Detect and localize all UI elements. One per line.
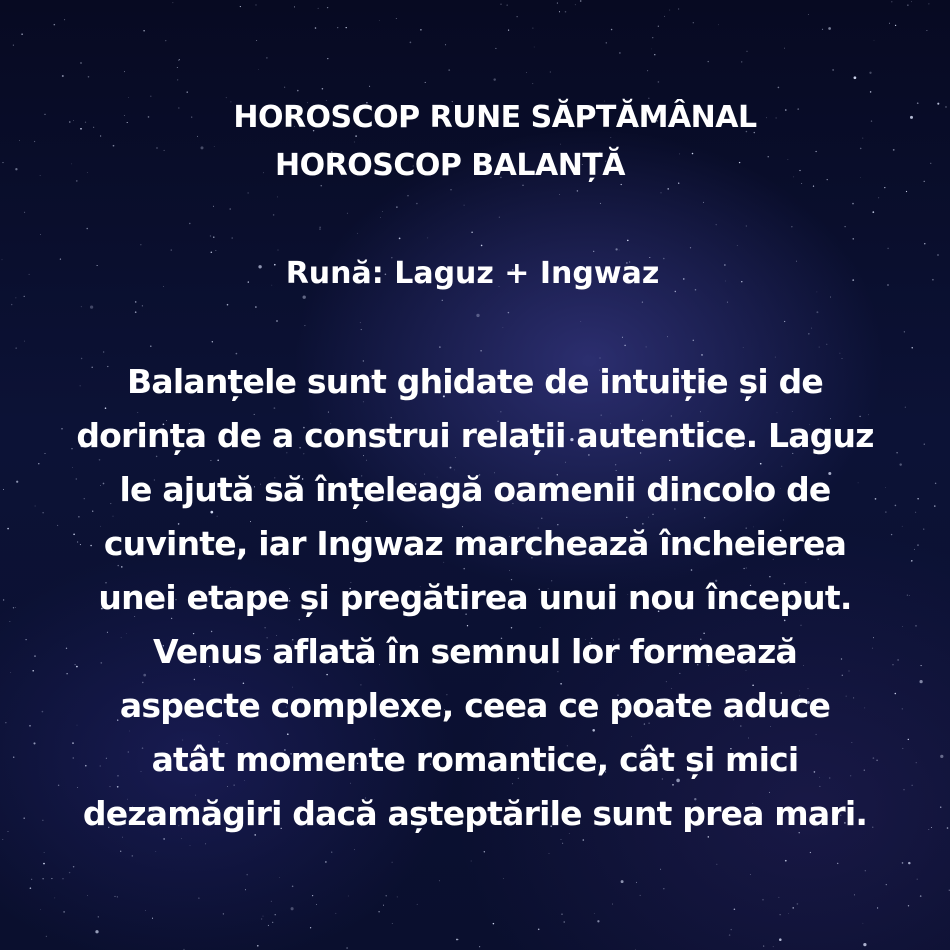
title-libra-horoscope: HOROSCOP BALANȚĂ (275, 148, 625, 183)
horoscope-body (20, 355, 930, 841)
body-line: aspecte complexe, ceea ce poate aduce (119, 686, 831, 725)
title-weekly-rune-horoscope: HOROSCOP RUNE SĂPTĂMÂNAL (233, 100, 757, 135)
body-line: Balanțele sunt ghidate de intuiție și de (127, 362, 823, 401)
rune-label: Rună: Laguz + Ingwaz (285, 256, 660, 291)
body-line: unei etape și pregătirea unui nou început. (98, 578, 852, 617)
body-line: atât momente romantice, cât și mici (151, 740, 799, 779)
body-line: cuvinte, iar Ingwaz marchează încheierea (103, 524, 847, 563)
body-line: dorința de a construi relații autentice. Laguz (76, 416, 874, 455)
body-line: le ajută să înțeleagă oamenii dincolo de (119, 470, 831, 509)
body-line: dezamăgiri dacă așteptările sunt prea mari. (82, 794, 868, 833)
body-line: Venus aflată în semnul lor formează (152, 632, 798, 671)
